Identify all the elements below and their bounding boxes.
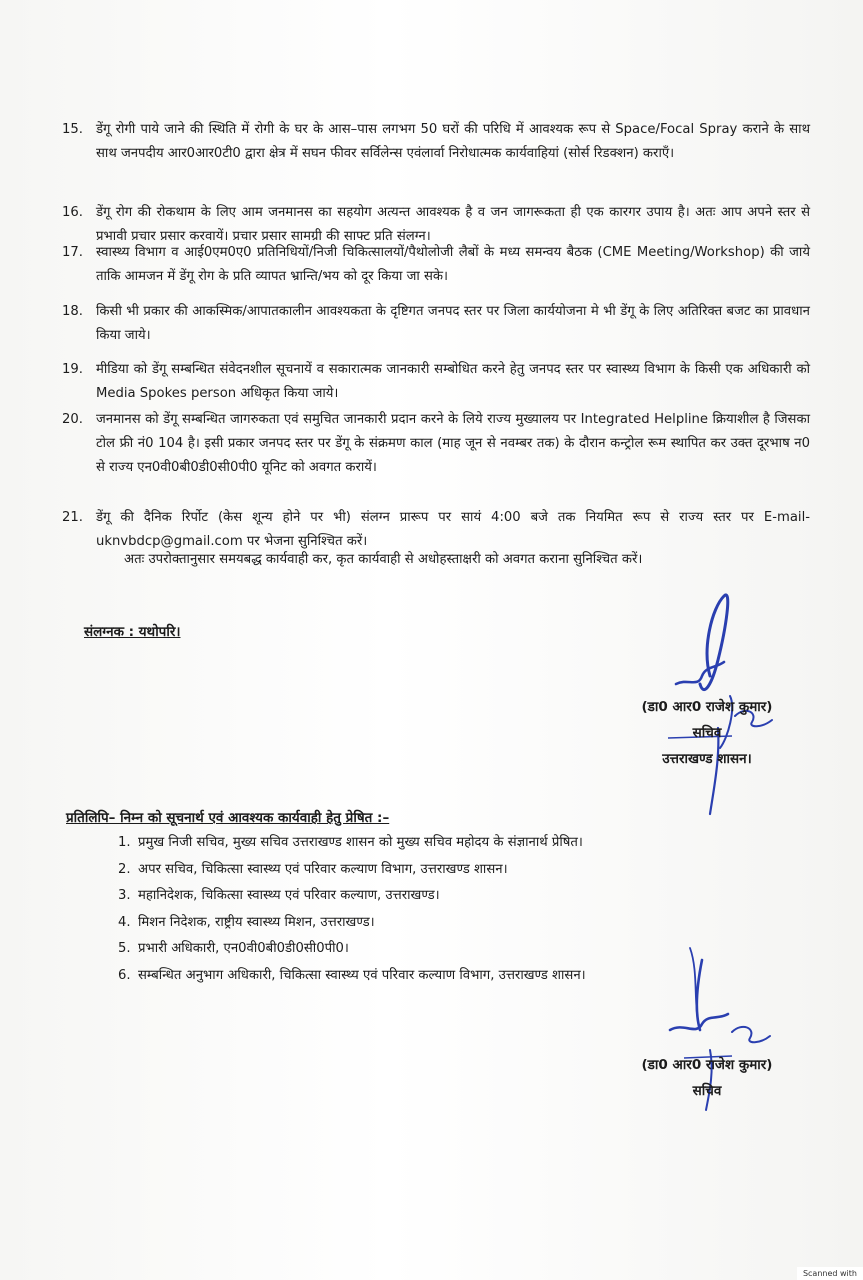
point-19	[62, 358, 810, 406]
list-item: 1. प्रमुख निजी सचिव, मुख्य सचिव उत्तराखण्ड शासन को मुख्य सचिव महोदय के संज्ञानार्थ प्रेषित।	[118, 835, 583, 850]
point-text: किसी भी प्रकार की आकस्मिक/आपातकालीन आवश्यकता के दृष्टिगत जनपद स्तर पर जिला कार्ययोजना मे भी डेंगू के लिए अतिरिक्त बजट का प्रावधान किया जाये।	[96, 304, 810, 343]
list-item: 6. सम्बन्धित अनुभाग अधिकारी, चिकित्सा स्वास्थ्य एवं परिवार कल्याण विभाग, उत्तराखण्ड शासन।	[118, 967, 586, 983]
point-number: 19.	[62, 362, 83, 377]
signatory-designation: सचिव	[692, 1083, 722, 1099]
signatory-name: (डा0 आर0 राजेश कुमार)	[641, 1057, 773, 1073]
signatory-name: (डा0 आर0 राजेश कुमार)	[641, 699, 773, 715]
copy-to-heading: प्रतिलिपि– निम्न को सूचनार्थ एवं आवश्यक कार्यवाही हेतु प्रेषित :–	[66, 810, 390, 826]
signatory-block-2	[612, 1052, 802, 1104]
point-number: 18.	[62, 304, 83, 319]
list-item: 2. अपर सचिव, चिकित्सा स्वास्थ्य एवं परिवार कल्याण विभाग, उत्तराखण्ड शासन।	[118, 861, 508, 877]
enclosure-note: संलग्नक : यथोपरि।	[84, 624, 181, 640]
point-17	[62, 241, 810, 289]
list-item: 3. महानिदेशक, चिकित्सा स्वास्थ्य एवं परिवार कल्याण, उत्तराखण्ड।	[118, 888, 440, 903]
point-text: स्वास्थ्य विभाग व आई0एम0ए0 प्रतिनिधियों/निजी चिकित्सालयों/पैथोलोजी लैबों के मध्य समन्वय बैठक (CME Meeting/Workshop) की जाये ताकि आमजन में डेंगू रोग के प्रति व्यापत भ्रान्ति/भय को दूर किया जा सके।	[96, 245, 810, 284]
point-number: 20.	[62, 412, 83, 427]
point-text: डेंगू रोग की रोकथाम के लिए आम जनमानस का सहयोग अत्यन्त आवश्यक है व जन जागरूकता ही एक कारगर उपाय है। अतः आप अपने स्तर से प्रभावी प्रचार प्रसार करवायें। प्रचार प्रसार सामग्री की साफ्ट प्रति संलग्न।	[96, 205, 810, 244]
list-item: 4. मिशन निदेशक, राष्ट्रीय स्वास्थ्य मिशन, उत्तराखण्ड।	[118, 914, 375, 930]
point-text: डेंगू की दैनिक रिर्पोट (केस शून्य होने पर भी) संलग्न प्रारूप पर सायं 4:00 बजे तक नियमित रूप से राज्य स्तर पर E-mail- uknvbdcp@gmail.com पर भेजना सुनिश्चित करें।	[96, 510, 810, 549]
list-item: 5. प्रभारी अधिकारी, एन0वी0बी0डी0सी0पी0।	[118, 941, 349, 956]
point-number: 16.	[62, 205, 83, 220]
point-number: 17.	[62, 245, 83, 260]
point-21	[62, 506, 810, 554]
point-text: मीडिया को डेंगू सम्बन्धित संवेदनशील सूचनायें व सकारात्मक जानकारी सम्बोधित करने हेतु जनपद स्तर पर स्वास्थ्य विभाग के किसी एक अधिकारी को Media Spokes person अधिकृत किया जाये।	[96, 362, 810, 401]
point-20	[62, 408, 810, 480]
signatory-designation: सचिव	[692, 725, 722, 741]
scan-watermark: Scanned with	[797, 1267, 863, 1280]
signatory-block-1	[612, 694, 802, 772]
point-18	[62, 300, 810, 348]
point-15	[62, 118, 810, 166]
point-number: 21.	[62, 510, 83, 525]
signatory-office: उत्तराखण्ड शासन।	[662, 751, 752, 767]
point-text: डेंगू रोगी पाये जाने की स्थिति में रोगी के घर के आस–पास लगभग 50 घरों की परिधि में आवश्यक रूप से Space/Focal Spray कराने के साथ साथ जनपदीय आर0आर0टी0 द्वारा क्षेत्र में सघन फीवर सर्विलेन्स एवंलार्वा निरोधात्मक कार्यवाहियां (सोर्स रिडक्शन) कराएँ।	[96, 122, 810, 161]
point-number: 15.	[62, 122, 83, 137]
closing-paragraph: अतः उपरोक्तानुसार समयबद्ध कार्यवाही कर, कृत कार्यवाही से अधोहस्ताक्षरी को अवगत कराना सुनिश्चित करें।	[124, 552, 643, 567]
point-text: जनमानस को डेंगू सम्बन्धित जागरुकता एवं समुचित जानकारी प्रदान करने के लिये राज्य मुख्यालय पर Integrated Helpline क्रियाशील है जिसका टोल फ्री नं0 104 है। इसी प्रकार जनपद स्तर पर डेंगू के संक्रमण काल (माह जून से नवम्बर तक) के दौरान कन्ट्रोल रूम स्थापित कर उक्त दूरभाष न0 से राज्य एन0वी0बी0डी0सी0पी0 यूनिट को अवगत करायें।	[96, 412, 810, 475]
